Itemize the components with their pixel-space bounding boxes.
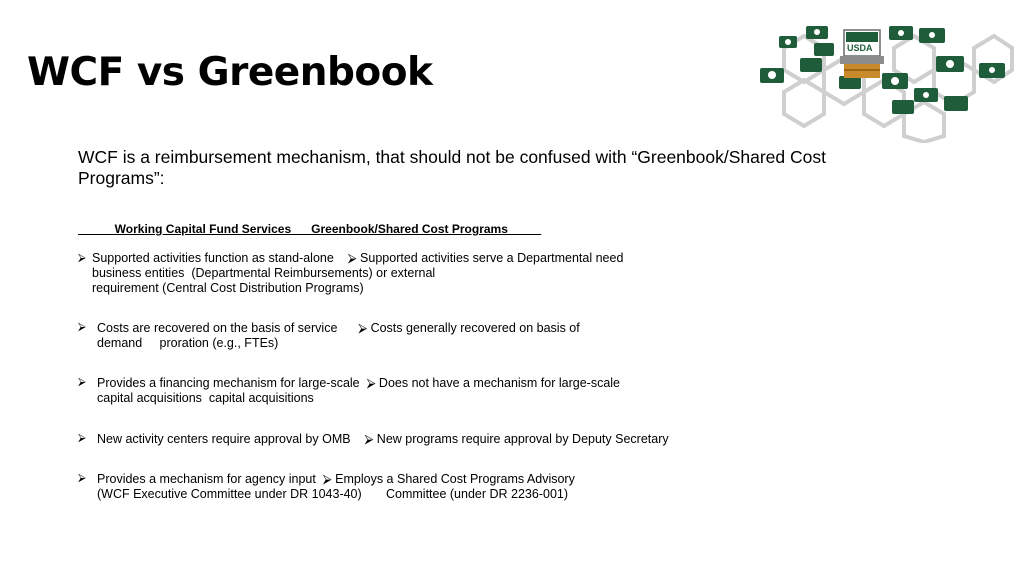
svg-text:USDA: USDA	[847, 43, 873, 53]
slide-title: WCF vs Greenbook	[27, 50, 433, 95]
row2-line2: demand proration (e.g., FTEs)	[97, 336, 279, 350]
row4-bullet-icon: ⮚	[78, 432, 86, 444]
row5-bullet-icon: ⮚	[78, 472, 86, 484]
row5-line2: (WCF Executive Committee under DR 1043-40) Committee (under DR 2236-001)	[97, 487, 569, 501]
row1-line2: business entities (Departmental Reimbursements) or external	[92, 266, 436, 280]
row2-bullet-icon: ⮚	[78, 321, 86, 333]
intro-text: WCF is a reimbursement mechanism, that should not be confused with “Greenbook/Shared Cost Programs”:	[78, 147, 826, 188]
row1-line1: Supported activities function as stand-alone ⮚ Supported activities serve a Departmental need	[92, 251, 624, 265]
usda-network-graphic	[744, 18, 1014, 143]
comparison-header: Working Capital Fund Services Greenbook/Shared Cost Programs	[78, 222, 542, 236]
row4-line1: New activity centers require approval by OMB ⮚ New programs require approval by Deputy Secretary	[97, 432, 669, 446]
row3-line2: capital acquisitions capital acquisitions	[97, 391, 314, 405]
row1-line3: requirement (Central Cost Distribution Programs)	[92, 281, 364, 295]
row3-line1: Provides a financing mechanism for large-scale ⮚ Does not have a mechanism for large-scale	[97, 376, 621, 390]
row1-bullet-icon: ⮚	[78, 252, 86, 264]
row2-line1: Costs are recovered on the basis of service ⮚ Costs generally recovered on basis of	[97, 321, 580, 335]
row3-bullet-icon: ⮚	[78, 376, 86, 388]
row5-line1: Provides a mechanism for agency input ⮚ Employs a Shared Cost Programs Advisory	[97, 472, 575, 486]
